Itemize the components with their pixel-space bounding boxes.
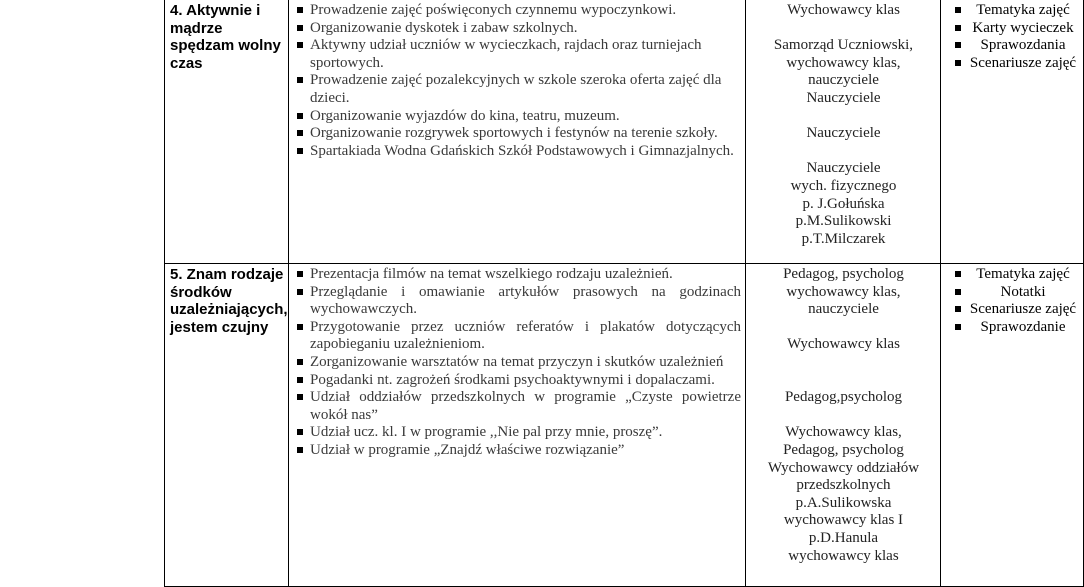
list-item: Organizowanie rozgrywek sportowych i festynów na terenie szkoły.: [294, 125, 741, 143]
responsible-line: Pedagog, psycholog: [783, 441, 904, 458]
list-item: Prezentacja filmów na temat wszelkiego rodzaju uzależnień.: [294, 266, 741, 284]
square-bullet-icon: [955, 25, 961, 31]
responsible-line: przedszkolnych: [796, 477, 891, 494]
responsible-line: wychowawcy klas,: [786, 54, 901, 71]
responsible-line: Wychowawcy oddziałów: [767, 459, 920, 476]
square-bullet-icon: [955, 7, 961, 13]
responsible-line: p.M.Sulikowski: [795, 213, 892, 230]
responsible-line: Wychowawcy klas: [787, 2, 900, 18]
square-bullet-icon: [297, 148, 303, 154]
square-bullet-icon: [955, 289, 961, 295]
responsible-line: Wychowawcy klas: [787, 336, 900, 353]
responsible-line: wych. fizycznego: [790, 177, 897, 194]
square-bullet-icon: [297, 447, 303, 453]
activities-cell: [289, 0, 746, 264]
spacer: [751, 20, 936, 38]
list-item: Karty wycieczek: [951, 20, 1079, 38]
square-bullet-icon: [297, 77, 303, 83]
responsible-cell: [746, 0, 941, 264]
spacer: [751, 108, 936, 126]
square-bullet-icon: [297, 42, 303, 48]
responsible-line: Pedagog, psycholog: [783, 266, 904, 282]
spacer: [751, 319, 936, 337]
list-item: Pogadanki nt. zagrożeń środkami psychoaktywnymi i dopalaczami.: [294, 372, 741, 390]
responsible-line: Nauczyciele: [806, 160, 881, 177]
list-item: Prowadzenie zajęć poświęconych czynnemu wypoczynkowi.: [294, 2, 741, 20]
activities-cell: [289, 264, 746, 587]
square-bullet-icon: [297, 25, 303, 31]
square-bullet-icon: [297, 324, 303, 330]
list-item: Sprawozdanie: [951, 319, 1079, 337]
table-row: [165, 0, 1084, 264]
square-bullet-icon: [955, 306, 961, 312]
square-bullet-icon: [955, 271, 961, 277]
list-item: Tematyka zajęć: [951, 266, 1079, 284]
square-bullet-icon: [297, 377, 303, 383]
spacer: [751, 372, 936, 390]
square-bullet-icon: [297, 271, 303, 277]
square-bullet-icon: [297, 289, 303, 295]
list-item: Prowadzenie zajęć pozalekcyjnych w szkole szeroka oferta zajęć dla dzieci.: [294, 72, 741, 107]
list-item: Organizowanie wyjazdów do kina, teatru, muzeum.: [294, 108, 741, 126]
list-item: Tematyka zajęć: [951, 2, 1079, 20]
responsible-line: p.D.Hanula: [808, 529, 879, 546]
responsible-cell: [746, 264, 941, 587]
square-bullet-icon: [297, 429, 303, 435]
responsible-line: Nauczyciele: [806, 125, 881, 142]
list-item: Udział oddziałów przedszkolnych w programie „Czyste powietrze wokół nas”: [294, 389, 741, 424]
responsible-line: wychowawcy klas: [788, 547, 899, 564]
responsible-line: wychowawcy klas I: [783, 512, 904, 529]
responsible-line: p.A.Sulikowska: [795, 494, 892, 511]
topic-cell: 4. Aktywnie i mądrze spędzam wolny czas: [165, 0, 289, 264]
responsible-line: Pedagog,psycholog: [784, 389, 903, 406]
square-bullet-icon: [297, 7, 303, 13]
responsible-line: p. J.Gołuńska: [802, 195, 885, 212]
spacer: [751, 354, 936, 372]
square-bullet-icon: [297, 130, 303, 136]
forms-cell: [941, 264, 1084, 587]
list-item: Notatki: [951, 284, 1079, 302]
list-item: Aktywny udział uczniów w wycieczkach, rajdach oraz turniejach sportowych.: [294, 37, 741, 72]
list-item: Sprawozdania: [951, 37, 1079, 55]
list-item: Organizowanie dyskotek i zabaw szkolnych.: [294, 20, 741, 38]
list-item: Przygotowanie przez uczniów referatów i plakatów dotyczących zapobieganiu uzależnieniom.: [294, 319, 741, 354]
responsible-line: Wychowawcy klas,: [785, 424, 902, 441]
list-item: Scenariusze zajęć: [951, 301, 1079, 319]
topic-cell: 5. Znam rodzaje środków uzależniających, jestem czujny: [165, 264, 289, 587]
program-table: [164, 0, 1084, 587]
square-bullet-icon: [955, 324, 961, 330]
square-bullet-icon: [297, 359, 303, 365]
table-row: [165, 264, 1084, 587]
list-item: Przeglądanie i omawianie artykułów prasowych na godzinach wychowawczych.: [294, 284, 741, 319]
forms-cell: [941, 0, 1084, 264]
responsible-line: p.T.Milczarek: [801, 230, 886, 247]
responsible-line: Samorząd Uczniowski,: [773, 37, 914, 54]
list-item: Spartakiada Wodna Gdańskich Szkół Podstawowych i Gimnazjalnych.: [294, 143, 741, 161]
responsible-line: nauczyciele: [808, 72, 879, 89]
responsible-line: Nauczyciele: [806, 89, 881, 106]
spacer: [751, 143, 936, 161]
square-bullet-icon: [297, 394, 303, 400]
responsible-line: nauczyciele: [808, 301, 879, 318]
responsible-line: wychowawcy klas,: [786, 283, 901, 300]
square-bullet-icon: [955, 60, 961, 66]
list-item: Zorganizowanie warsztatów na temat przyczyn i skutków uzależnień: [294, 354, 741, 372]
square-bullet-icon: [955, 42, 961, 48]
square-bullet-icon: [297, 113, 303, 119]
list-item: Udział ucz. kl. I w programie ,,Nie pal przy mnie, proszę”.: [294, 424, 741, 442]
list-item: Udział w programie „Znajdź właściwe rozwiązanie”: [294, 442, 741, 460]
spacer: [751, 407, 936, 425]
list-item: Scenariusze zajęć: [951, 55, 1079, 73]
